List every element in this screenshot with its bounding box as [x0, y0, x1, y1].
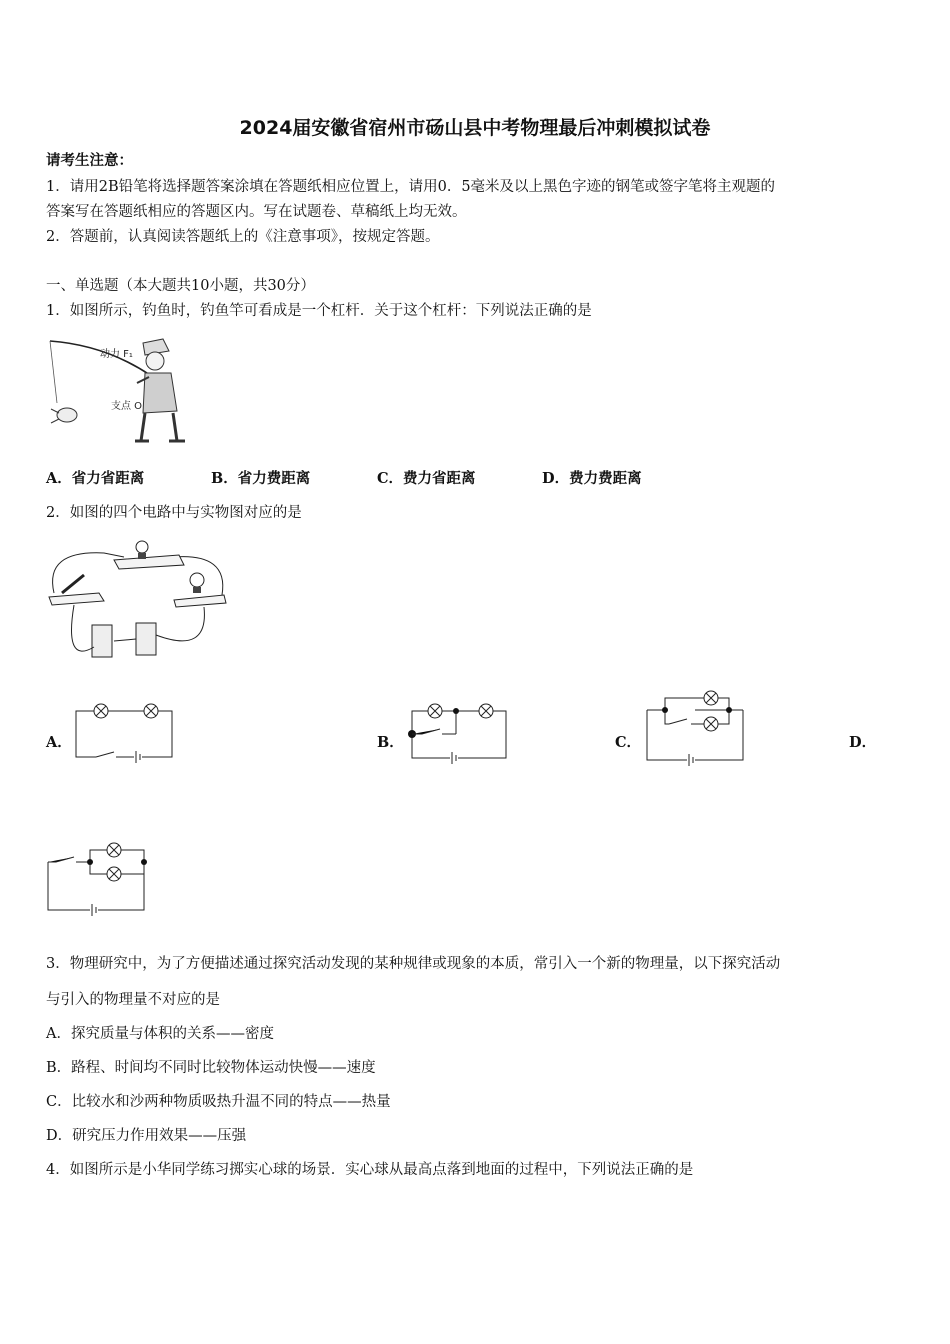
circuit-diagram-b[interactable] [408, 702, 508, 762]
page-title: 2024届安徽省宿州市砀山县中考物理最后冲刺模拟试卷 [239, 117, 711, 139]
option-a[interactable]: A．探究质量与体积的关系——密度 [46, 1026, 274, 1042]
notice-heading: 请考生注意： [46, 152, 133, 169]
question-4-stem: 4．如图所示是小华同学练习掷实心球的场景．实心球从最高点落到地面的过程中，下列说法正确的是 [46, 1162, 694, 1178]
option-d[interactable]: D．费力费距离 [542, 470, 642, 487]
notice-line: 答案写在答题纸相应的答题区内。写在试题卷、草稿纸上均无效。 [46, 204, 467, 220]
notice-line: 1．请用2B铅笔将选择题答案涂填在答题纸相应位置上，请用0．5毫米及以上黑色字迹的钢笔或签字笔将主观题的 [46, 179, 776, 195]
question-2-stem: 2．如图的四个电路中与实物图对应的是 [46, 505, 302, 521]
notice-line: 2．答题前，认真阅读答题纸上的《注意事项》，按规定答题。 [46, 229, 440, 245]
question-1-stem: 1．如图所示，钓鱼时，钓鱼竿可看成是一个杠杆．关于这个杠杆：下列说法正确的是 [46, 303, 592, 319]
circuit-option-b-label[interactable]: B． [377, 734, 404, 751]
circuit-diagram-c[interactable] [645, 690, 745, 764]
section-heading: 一、单选题（本大题共10小题，共30分） [46, 278, 315, 294]
circuit-option-a-label[interactable]: A． [46, 734, 72, 751]
force-label: 动力 F₁ [100, 349, 133, 360]
circuit-diagram-d[interactable] [46, 842, 148, 914]
option-c[interactable]: C．费力省距离 [377, 470, 476, 487]
option-a[interactable]: A．省力省距离 [46, 470, 145, 487]
option-b[interactable]: B．省力费距离 [211, 470, 311, 487]
fishing-rod-illustration [45, 333, 187, 448]
option-b[interactable]: B．路程、时间均不同时比较物体运动快慢——速度 [46, 1060, 376, 1076]
circuit-diagram-a[interactable] [76, 703, 176, 759]
option-c[interactable]: C．比较水和沙两种物质吸热升温不同的特点——热量 [46, 1094, 391, 1110]
physical-circuit-illustration [44, 535, 229, 670]
circuit-option-d-label[interactable]: D． [849, 734, 877, 751]
option-d[interactable]: D．研究压力作用效果——压强 [46, 1128, 247, 1144]
circuit-option-c-label[interactable]: C． [615, 734, 642, 751]
fulcrum-label: 支点 O [111, 401, 143, 412]
question-3-stem: 与引入的物理量不对应的是 [46, 992, 220, 1008]
question-3-stem: 3．物理研究中，为了方便描述通过探究活动发现的某种规律或现象的本质，常引入一个新的物理量，以下探究活动 [46, 956, 781, 972]
